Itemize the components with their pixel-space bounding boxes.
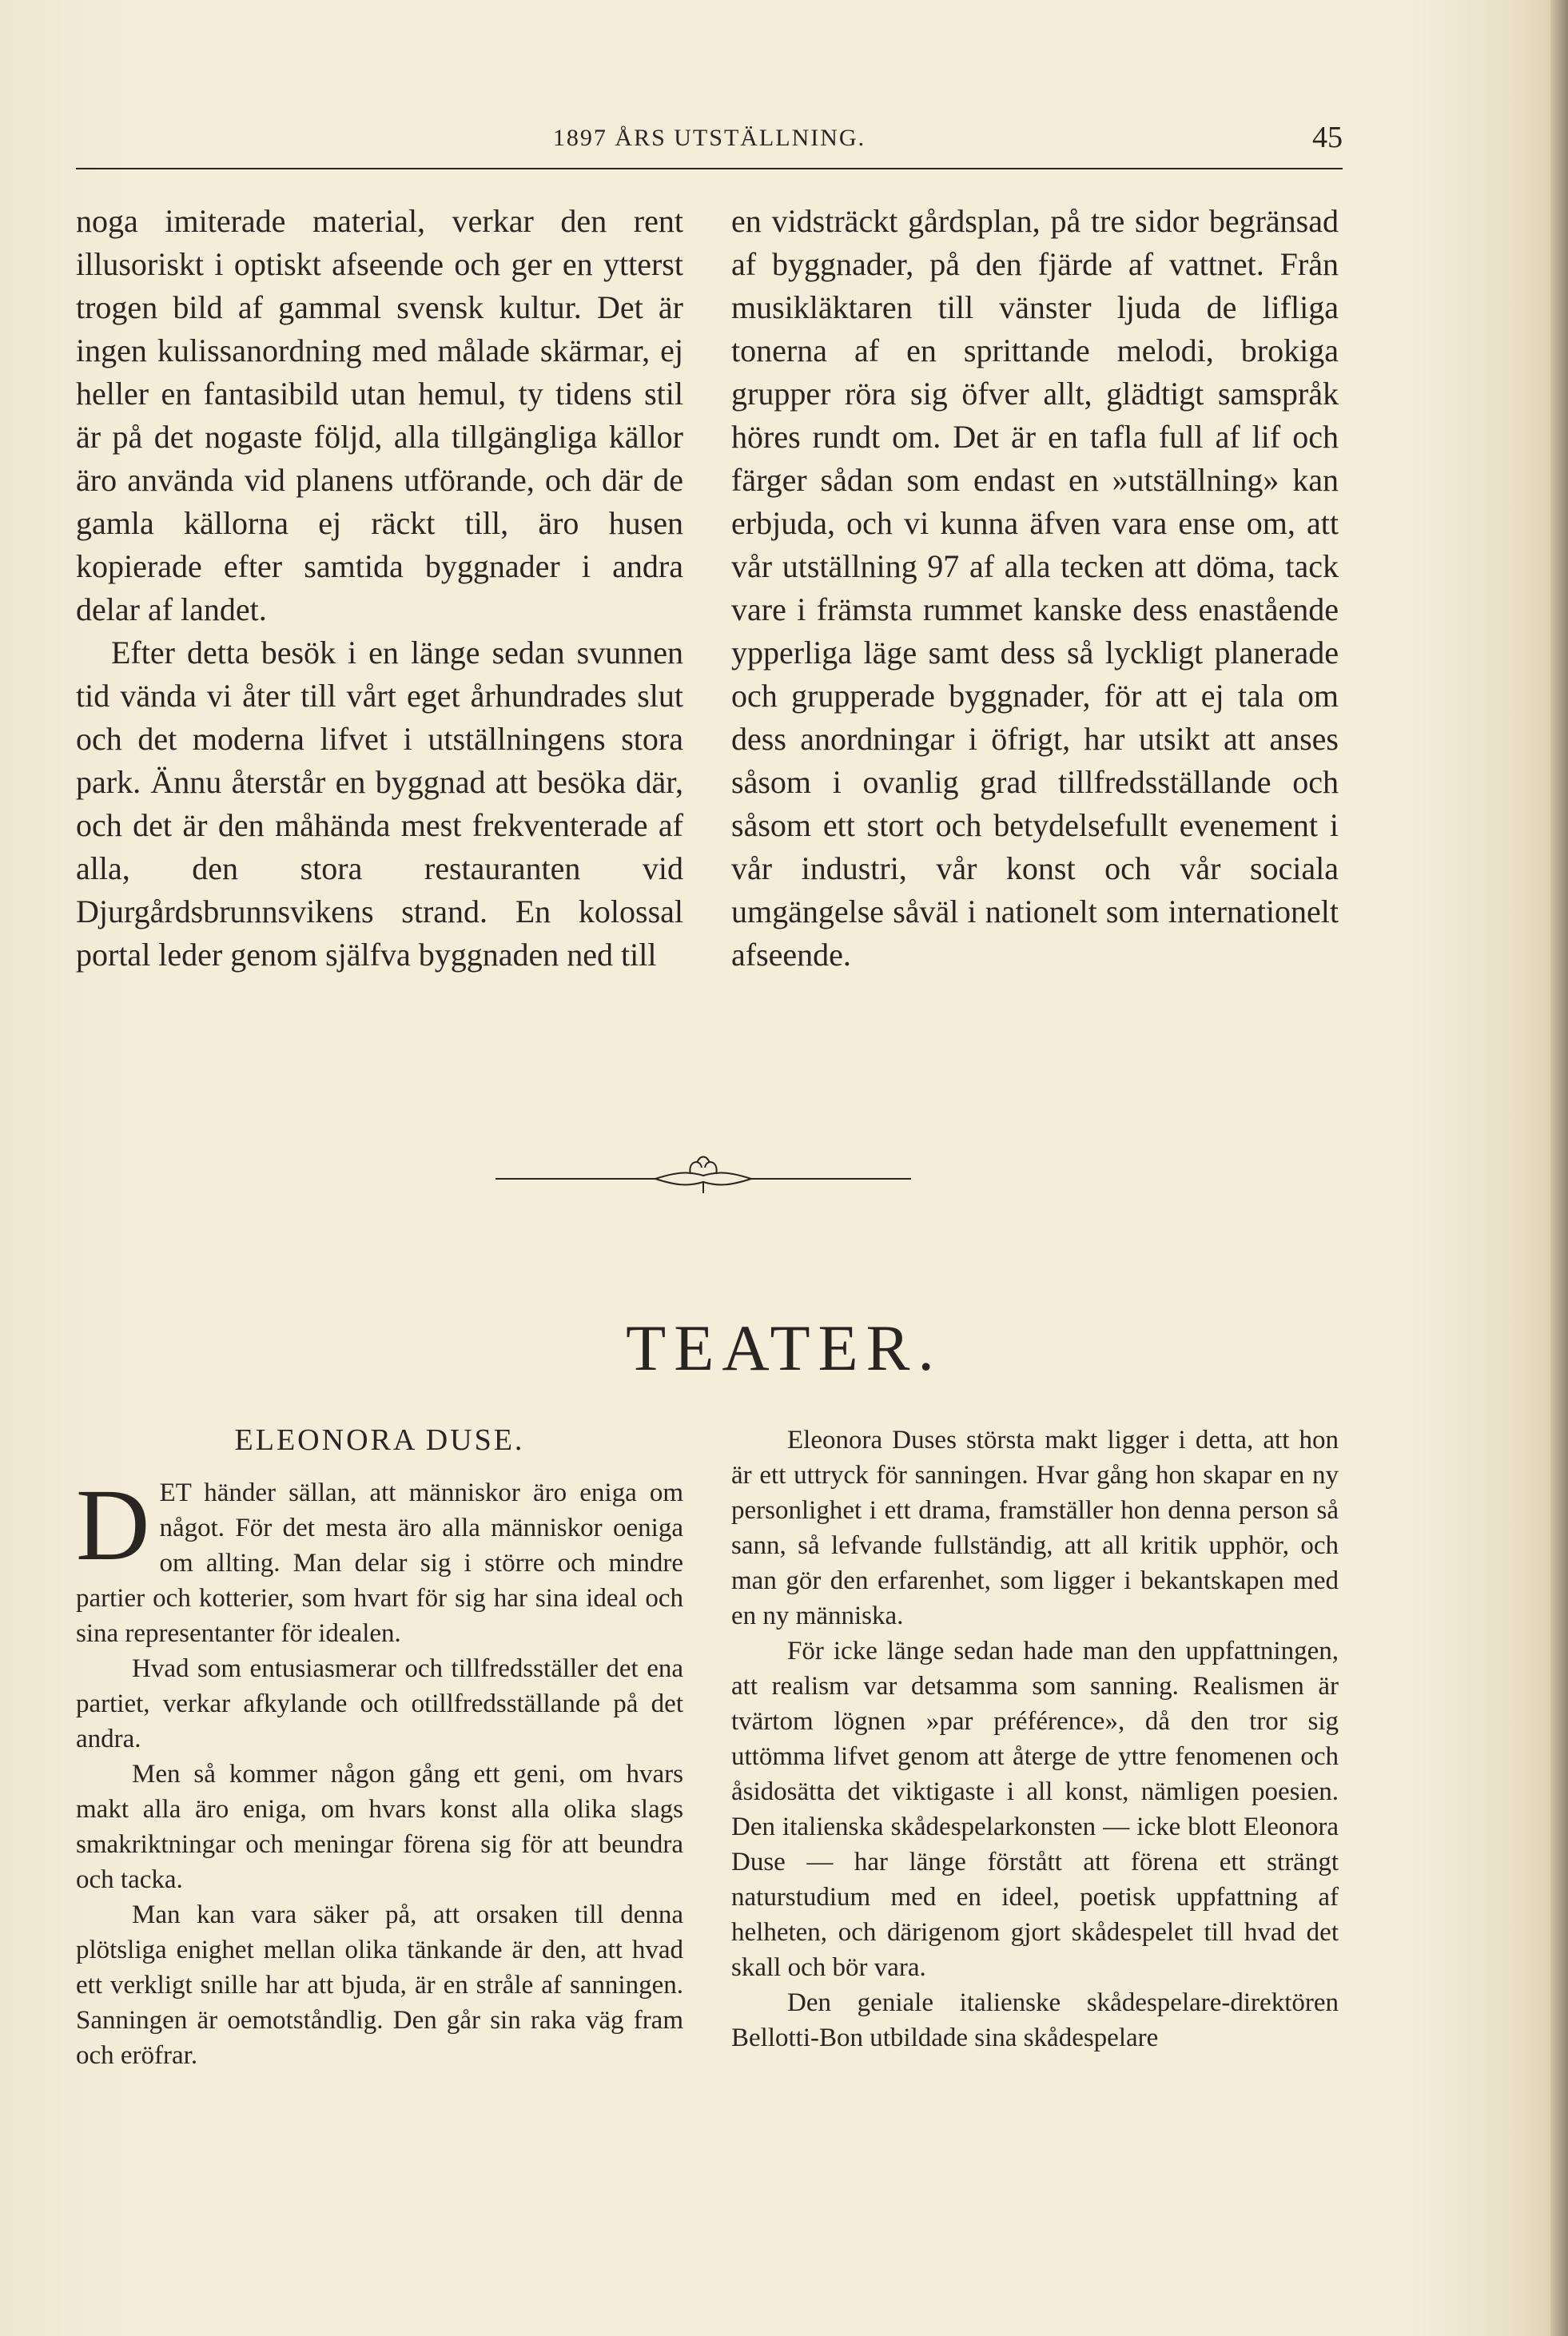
article-subtitle: ELEONORA DUSE. xyxy=(234,1423,525,1457)
header-title: 1897 ÅRS UTSTÄLLNING. xyxy=(552,125,866,151)
paragraph: Eleonora Duses största makt ligger i detta, att hon är ett uttryck för sanningen. Hvar gång hon skapar en ny personlighet i ett drama, framställer hon denna person så sann, så lefvande fullständig, att all kritik upphör, och man gör den erfarenhet, som ligger i bekantskapen med en ny människa. xyxy=(731,1426,1339,1630)
paragraph: För icke länge sedan hade man den uppfattningen, att realism var detsamma som sanning. Realismen är tvärtom lögnen »par préférence», då den tror sig uttömma lifvet genom att återge de yttre fenomenen och åsidosätta det viktigaste i all konst, nämligen poesien. Den italienska skådespelarkonsten — icke blott Eleonora Duse — har länge förstått att förena ett strängt naturstudium med en ideel, poetisk uppfattning af helheten, och därigenom gjort skådespelet till hvad det skall och bör vara. xyxy=(731,1637,1339,1982)
paragraph: noga imiterade material, verkar den rent illusoriskt i optiskt afseende och ger en ytterst trogen bild af gammal svensk kultur. Det är ingen kulissanordning med målade skärmar, ej heller en fantasibild utan hemul, ty tidens stil är på det nogaste följd, alla tillgängliga källor äro använda vid planens utförande, och där de gamla källorna ej räckt till, äro husen kopierade efter samtida byggnader i andra delar af landet. xyxy=(76,203,683,627)
running-header xyxy=(76,120,1343,169)
paragraph: Man kan vara säker på, att orsaken till denna plötsliga enighet mellan olika tänkande är den, att hvad ett verkligt snille har att bjuda, är en stråle af sanningen. Sanningen är oemotståndlig. Den går sin raka väg fram och eröfrar. xyxy=(76,1900,683,2070)
article-right-column xyxy=(731,1423,1339,2055)
paragraph-text: ET händer sällan, att människor äro eniga om något. För det mesta äro alla människor oeniga om allting. Man delar sig i större och mindre partier och kotterier, som hvart för sig har sina ideal och sina representanter för idealen. xyxy=(76,1478,683,1648)
paragraph: Efter detta besök i en länge sedan svunnen tid vända vi åter till vårt eget århundrades slut och det moderna lifvet i utställningens stora park. Ännu återstår en byggnad att besöka där, och det är den måhända mest frekventerade af alla, den stora restauranten vid Djurgårdsbrunnsvikens strand. En kolossal portal leder genom själfva byggnaden ned till xyxy=(76,635,683,973)
article-left-column xyxy=(76,1423,683,2073)
paragraph: en vidsträckt gårdsplan, på tre sidor begränsad af byggnader, på den fjärde af vattnet. Från musikläktaren till vänster ljuda de lifliga tonerna af en sprittande melodi, brokiga grupper röra sig öfver allt, glädtigt samspråk höres rundt om. Det är en tafla full af lif och färger sådan som endast en »utställning» kan erbjuda, och vi kunna äfven vara ense om, att vår utställning 97 af alla tecken att döma, tack vare i främsta rummet kanske dess enastående ypperliga läge samt dess så lyckligt planerade och grupperade byggnader, för att ej tala om dess anordningar i öfrigt, har utsikt att anses såsom i ovanlig grad tillfredsställande och såsom ett stort och betydelsefullt evenement i vår industri, vår konst och vår sociala umgängelse såväl i nationelt som internationelt afseende. xyxy=(731,203,1339,973)
page-edge-shadow xyxy=(1550,0,1568,2336)
paragraph: Hvad som entusiasmerar och tillfredsställer det ena partiet, verkar afkylande och otillfredsställande på det andra. xyxy=(76,1654,683,1753)
paragraph: Men så kommer någon gång ett geni, om hvars makt alla äro eniga, om hvars konst alla olika slags smakriktningar och meningar förena sig för att beundra och tacka. xyxy=(76,1760,683,1894)
page-number: 45 xyxy=(1312,121,1343,154)
section-title: TEATER. xyxy=(626,1311,942,1384)
first-paragraph xyxy=(76,1468,683,1651)
top-left-column xyxy=(76,200,683,977)
paragraph: Den geniale italienske skådespelare-direktören Bellotti-Bon utbildade sina skådespelare xyxy=(731,1988,1339,2052)
top-right-column xyxy=(731,200,1339,977)
drop-cap: D xyxy=(76,1468,150,1582)
section-divider-ornament xyxy=(495,1147,911,1211)
